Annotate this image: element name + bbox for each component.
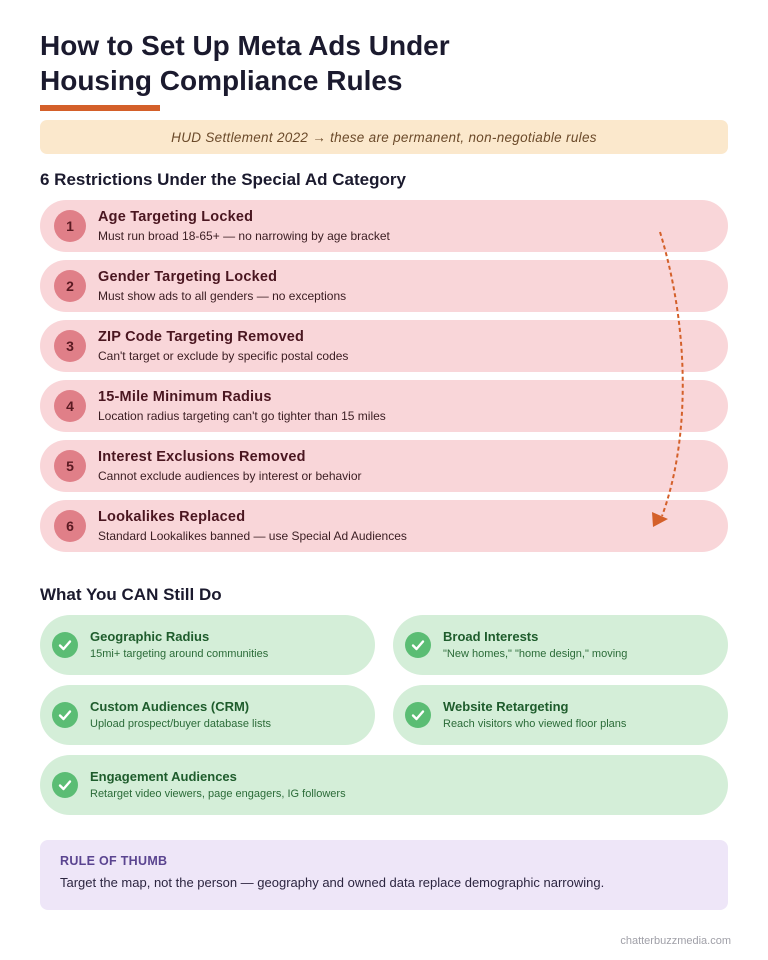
restriction-title: ZIP Code Targeting Removed <box>98 329 305 345</box>
can-title: Engagement Audiences <box>90 769 237 784</box>
restriction-title: Age Targeting Locked <box>98 209 254 225</box>
restriction-card <box>40 200 728 252</box>
can-heading: What You CAN Still Do <box>40 585 222 604</box>
restriction-description: Must run broad 18-65+ — no narrowing by age bracket <box>98 229 390 243</box>
can-card <box>393 615 728 675</box>
restriction-card <box>40 440 728 492</box>
can-title: Website Retargeting <box>443 699 569 714</box>
page-title-line-2: Housing Compliance Rules <box>40 65 403 96</box>
checkmark-icon <box>52 632 78 658</box>
rule-text: Target the map, not the person — geography and owned data replace demographic narrowing. <box>60 875 605 890</box>
restriction-description: Cannot exclude audiences by interest or behavior <box>98 469 362 483</box>
restriction-title: Interest Exclusions Removed <box>98 449 306 465</box>
can-card <box>40 755 728 815</box>
restriction-card <box>40 260 728 312</box>
can-card <box>393 685 728 745</box>
restrictions-heading: 6 Restrictions Under the Special Ad Category <box>40 170 406 189</box>
can-description: Reach visitors who viewed floor plans <box>443 718 627 730</box>
restriction-number-badge: 2 <box>54 270 86 302</box>
can-description: "New homes," "home design," moving <box>443 648 628 660</box>
rule-of-thumb-box <box>40 840 728 910</box>
restriction-number-badge: 1 <box>54 210 86 242</box>
restriction-description: Can't target or exclude by specific postal codes <box>98 349 349 363</box>
restriction-title: Lookalikes Replaced <box>98 509 246 525</box>
footer-source: chatterbuzzmedia.com <box>620 935 731 947</box>
title-underline <box>40 105 160 111</box>
checkmark-icon <box>405 632 431 658</box>
restriction-description: Standard Lookalikes banned — use Special Ad Audiences <box>98 529 407 543</box>
can-title: Custom Audiences (CRM) <box>90 699 250 714</box>
checkmark-icon <box>52 702 78 728</box>
page-title <box>40 28 640 98</box>
restriction-number-badge: 5 <box>54 450 86 482</box>
rule-label: RULE OF THUMB <box>60 854 168 868</box>
restriction-description: Must show ads to all genders — no exceptions <box>98 289 347 303</box>
can-card <box>40 615 375 675</box>
hud-banner: HUD Settlement 2022 → these are permanent, non-negotiable rules <box>40 120 728 154</box>
restriction-card <box>40 380 728 432</box>
restriction-number-badge: 4 <box>54 390 86 422</box>
checkmark-icon <box>405 702 431 728</box>
can-description: Upload prospect/buyer database lists <box>90 718 271 730</box>
can-card <box>40 685 375 745</box>
restriction-card <box>40 500 728 552</box>
checkmark-icon <box>52 772 78 798</box>
can-title: Broad Interests <box>443 629 539 644</box>
restriction-description: Location radius targeting can't go tighter than 15 miles <box>98 409 386 423</box>
restriction-title: Gender Targeting Locked <box>98 269 278 285</box>
restriction-number-badge: 6 <box>54 510 86 542</box>
restriction-card <box>40 320 728 372</box>
restriction-title: 15-Mile Minimum Radius <box>98 389 272 405</box>
restriction-number-badge: 3 <box>54 330 86 362</box>
page-title-line-1: How to Set Up Meta Ads Under <box>40 30 450 61</box>
can-description: 15mi+ targeting around communities <box>90 648 269 660</box>
can-description: Retarget video viewers, page engagers, IG followers <box>90 788 346 800</box>
can-title: Geographic Radius <box>90 629 210 644</box>
